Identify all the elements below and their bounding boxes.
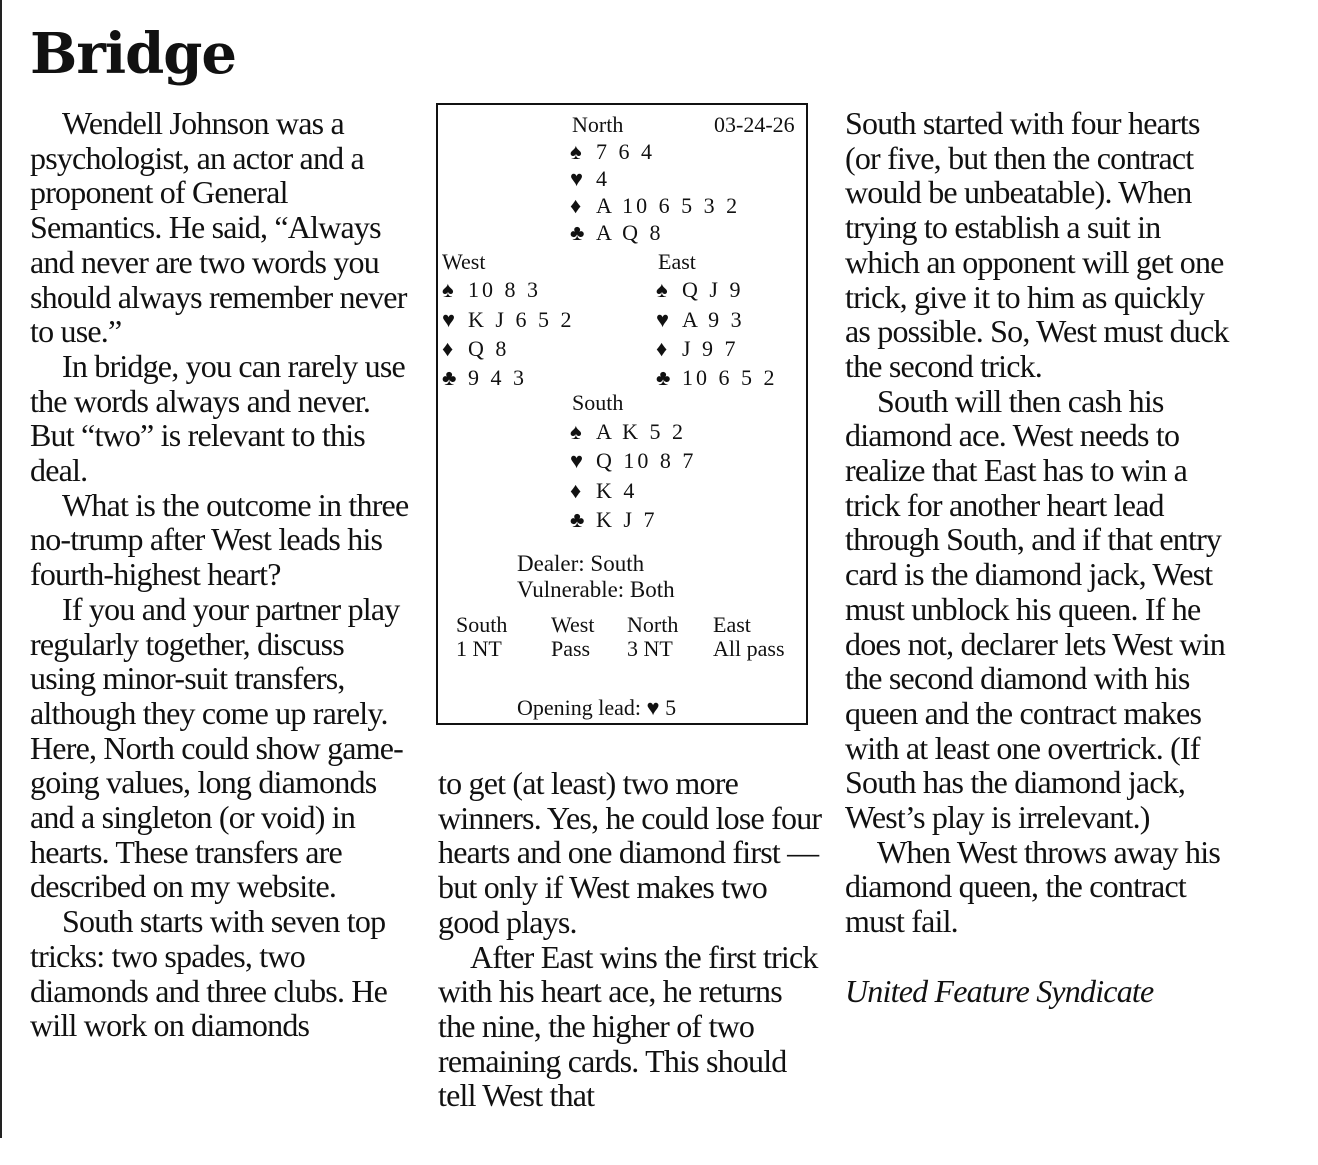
club-icon: ♣ — [442, 365, 457, 390]
east-hearts: ♥ A 9 3 — [656, 307, 745, 332]
paragraph: to get (at least) two more winners. Yes, he could lose four hearts and one diamond first — but only if West makes two good plays. — [438, 765, 822, 940]
paragraph: After East wins the first trick with his heart ace, he returns the nine, the higher of two remaining cards. This should tell West that — [438, 938, 818, 1114]
paragraph: If you and your partner play regularly together, discuss using minor-suit transfers, although they come up rarely. Here, North could show game-going values, long diamonds and a singleton (or void) in hearts. These transfers are described on my website. — [30, 590, 404, 905]
page-title: Bridge — [30, 21, 237, 87]
column-3 — [845, 106, 1230, 1008]
heart-icon: ♥ — [570, 166, 584, 191]
west-hearts: ♥ K J 6 5 2 — [442, 307, 575, 332]
vulnerable-text: Vulnerable: Both — [517, 577, 675, 602]
south-clubs: ♣ K J 7 — [570, 507, 658, 532]
heart-icon: ♥ — [656, 307, 670, 332]
heart-icon: ♥ — [646, 695, 660, 720]
south-label: South — [572, 390, 624, 415]
paragraph: South will then cash his diamond ace. West needs to realize that East has to win a trick for another heart lead through South, and if that entry card is the diamond jack, West must unblock his queen. If he does not, declarer lets West win the second diamond with his queen and the contract makes with at least one overtrick. (If South has the diamond jack, West’s play is irrelevant.) — [845, 382, 1226, 836]
paragraph: In bridge, you can rarely use the words always and never. But “two” is relevant to this deal. — [30, 347, 405, 489]
east-label: East — [658, 249, 696, 274]
auction-bid: Pass — [551, 636, 591, 661]
auction-seat: East — [713, 612, 751, 637]
heart-icon: ♥ — [570, 448, 584, 473]
spade-icon: ♠ — [570, 419, 582, 444]
south-hearts: ♥ Q 10 8 7 — [570, 448, 697, 473]
west-diamonds: ♦ Q 8 — [442, 336, 510, 361]
auction-seat: North — [627, 612, 679, 637]
diamond-icon: ♦ — [656, 336, 668, 361]
east-spades: ♠ Q J 9 — [656, 277, 744, 302]
auction-bid: All pass — [713, 636, 785, 661]
spade-icon: ♠ — [656, 277, 668, 302]
club-icon: ♣ — [570, 507, 585, 532]
dealer-text: Dealer: South — [517, 551, 645, 576]
paragraph: South starts with seven top tricks: two spades, two diamonds and three clubs. He will work on diamonds — [30, 903, 388, 1044]
column-2 — [438, 766, 823, 1113]
spade-icon: ♠ — [442, 277, 454, 302]
bridge-deal-diagram — [436, 103, 808, 725]
west-clubs: ♣ 9 4 3 — [442, 365, 527, 390]
north-spades: ♠ 7 6 4 — [570, 139, 655, 164]
west-spades: ♠ 10 8 3 — [442, 277, 541, 302]
paragraph: Wendell Johnson was a psychologist, an actor and a proponent of General Semantics. He said, “Always and never are two words you should always remember never to use.” — [30, 105, 407, 350]
diamond-icon: ♦ — [570, 478, 582, 503]
column-1 — [30, 106, 410, 1043]
auction-bid: 3 NT — [627, 636, 673, 661]
club-icon: ♣ — [570, 220, 585, 245]
diamond-icon: ♦ — [442, 336, 454, 361]
west-label: West — [442, 249, 486, 274]
heart-icon: ♥ — [442, 307, 456, 332]
paragraph: When West throws away his diamond queen, the contract must fail. — [845, 833, 1220, 940]
spade-icon: ♠ — [570, 139, 582, 164]
auction-bid: 1 NT — [456, 636, 502, 661]
deal-date: 03-24-26 — [714, 112, 795, 137]
auction-seat: South — [456, 612, 508, 637]
east-diamonds: ♦ J 9 7 — [656, 336, 739, 361]
paragraph: What is the outcome in three no-trump after West leads his fourth-highest heart? — [30, 486, 409, 593]
south-diamonds: ♦ K 4 — [570, 478, 638, 503]
north-diamonds: ♦ A 10 6 5 3 2 — [570, 193, 741, 218]
north-hearts: ♥ 4 — [570, 166, 610, 191]
diamond-icon: ♦ — [570, 193, 582, 218]
north-label: North — [572, 112, 624, 137]
paragraph: South started with four hearts (or five, but then the contract would be unbeatable). When trying to establish a suit in which an opponent will get one trick, give it to him as quickly as possible. So, West must duck the second trick. — [845, 105, 1229, 384]
north-clubs: ♣ A Q 8 — [570, 220, 664, 245]
club-icon: ♣ — [656, 365, 671, 390]
east-clubs: ♣ 10 6 5 2 — [656, 365, 778, 390]
opening-lead: Opening lead: ♥ 5 — [517, 695, 677, 720]
auction-seat: West — [551, 612, 595, 637]
left-border-rule — [0, 0, 2, 1138]
south-spades: ♠ A K 5 2 — [570, 419, 687, 444]
syndicate-credit: United Feature Syndicate — [845, 972, 1154, 1009]
